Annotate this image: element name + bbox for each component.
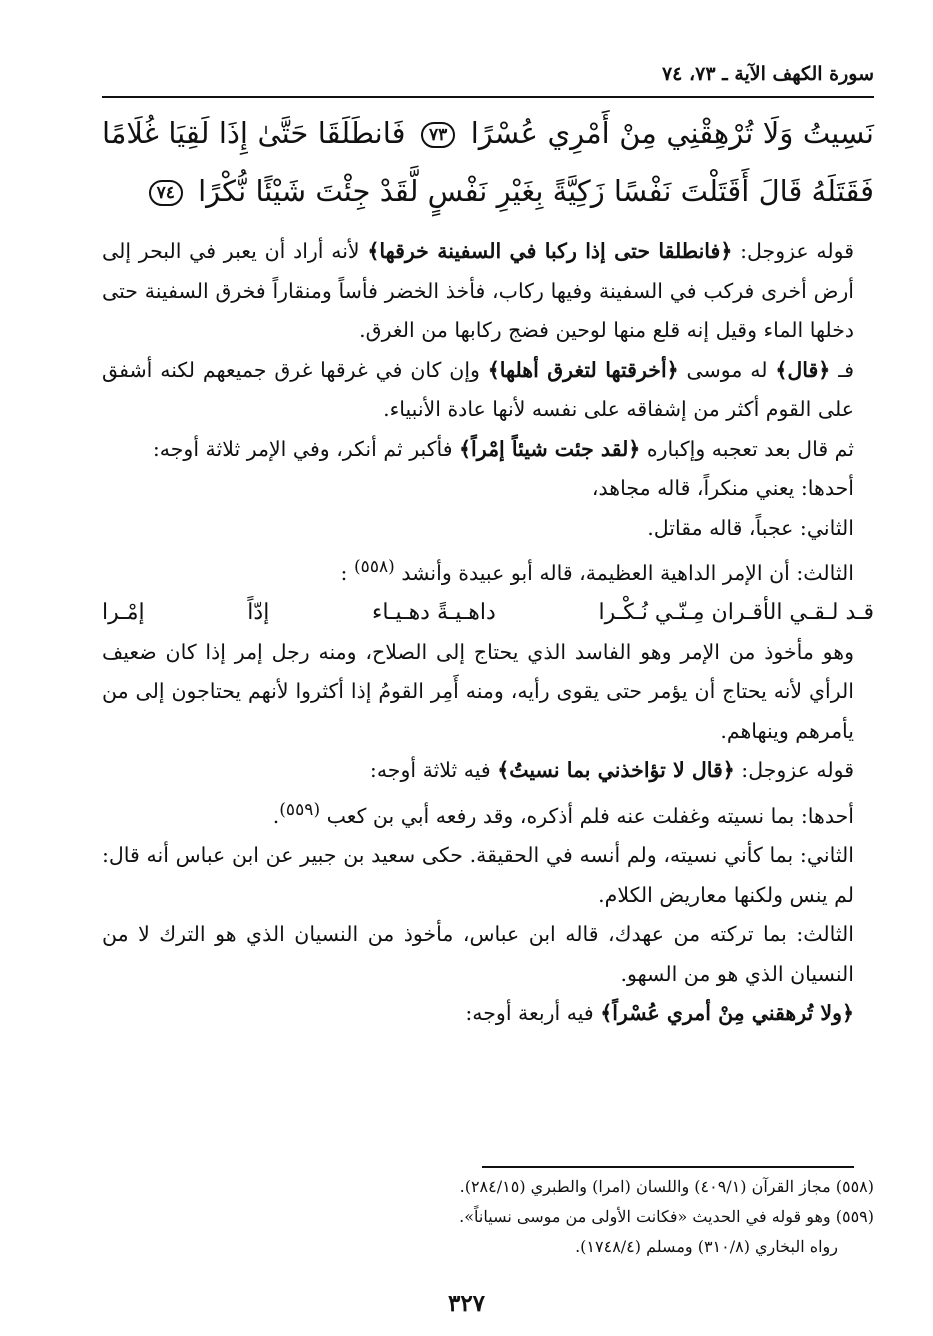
- paragraph-2-text: وإن كان في غرقها غرق جميعهم لكنه أشفق على القوم أكثر من إشفاقه على نفسه لأنها عادة الأنبياء.: [102, 357, 854, 421]
- meaning-3-text: الثالث: أن الإمر الداهية العظيمة، قاله أبو عبيدة وأنشد: [401, 560, 854, 585]
- paragraph-4: وهو مأخوذ من الإمر وهو الفاسد الذي يحتاج إلى الصلاح، ومنه رجل إمر إذا كان ضعيف الرأي لأنه يحتاج أن يؤمر حتى يقوى رأيه، ومنه أَمِر القومُ إذا أكثروا لأنهم يحتاجون إلى من يأمرهم وينهاهم.: [102, 639, 854, 743]
- paragraph-1-text: لأنه أراد أن يعبر في البحر إلى أرض أخرى فركب في السفينة وفيها ركاب، فأخذ الخضر فأساً ومنقاراً فخرق السفينة حتى دخلها الماء وقيل إنه قلع منها لوحين فضج ركابها من الغرق.: [102, 239, 854, 342]
- meaning-1: أحدها: يعني منكراً، قاله مجاهد،: [591, 476, 854, 500]
- aspect-2: الثاني: بما كأني نسيته، ولم أنسه في الحقيقة. حكى سعيد بن جبير عن ابن عباس أنه قال: لم ينس ولكنها معاريض الكلام.: [102, 843, 854, 907]
- paragraph-5: [102, 751, 874, 791]
- quran-quote: ﴿لقد جئت شيئاً إمْراً﴾: [459, 436, 641, 461]
- quran-quote: ﴿ولا تُرهقني مِنْ أمري عُسْراً﴾: [600, 1001, 854, 1026]
- quran-quote: ﴿قال لا تؤاخذني بما نسيتُ﴾: [497, 758, 735, 783]
- aspect-1-text: أحدها: بما نسيته وغفلت عنه فلم أذكره، وقد رفعه أبي بن كعب: [326, 803, 854, 828]
- quran-quote: ﴿فانطلقا حتى إذا ركبا في السفينة خرقها﴾: [367, 239, 733, 263]
- poem-verse: [102, 593, 874, 633]
- footnote-ref-558: (٥٥٨): [353, 557, 395, 577]
- meaning-3-end: :: [340, 560, 348, 585]
- meaning-3: [102, 548, 874, 593]
- paragraph-3: [102, 430, 874, 470]
- footnote-558: (٥٥٨) مجاز القرآن (٤٠٩/١) واللسان (امرا) والطبري (٢٨٤/١٥).: [459, 1177, 874, 1196]
- ayah-number-74: ٧٤: [149, 180, 183, 206]
- paragraph-3-lead: ثم قال بعد تعجبه وإكباره: [640, 436, 854, 461]
- page-number: ٣٢٧: [447, 1290, 486, 1317]
- quran-quote: ﴿قال﴾: [775, 357, 831, 382]
- meaning-2: الثاني: عجباً، قاله مقاتل.: [647, 515, 854, 540]
- poem-hemistich-1: قـد لـقـي الأقـران مِـنّـي نُـكْـرا: [598, 600, 874, 626]
- paragraph-1: [102, 232, 874, 351]
- paragraph-2-text: له موسى: [678, 357, 776, 382]
- aspect-3: الثالث: بما تركته من عهدك، قاله ابن عباس، مأخوذ من النسيان الذي هو الترك لا من النسيان الذي هو من السهو.: [102, 922, 854, 986]
- ayah-number-73: ٧٣: [421, 122, 455, 148]
- poem-hemistich-2a: داهـيـةً دهـيـاء: [372, 600, 496, 626]
- aspect-1: [102, 791, 874, 836]
- paragraph-3-text: فأكبر ثم أنكر، وفي الإمر ثلاثة أوجه:: [152, 436, 460, 461]
- paragraph-5-text: فيه ثلاثة أوجه:: [369, 758, 498, 783]
- paragraph-5-lead: قوله عزوجل:: [734, 758, 854, 783]
- commentary-body: [102, 232, 874, 1034]
- poem-hemistich-2b: إدّاً: [247, 600, 270, 626]
- footnote-559-cont: رواه البخاري (٣١٠/٨) ومسلم (١٧٤٨/٤).: [575, 1237, 838, 1256]
- verse-text-73: نَسِيتُ وَلَا تُرْهِقْنِي مِنْ أَمْرِي عُسْرًا: [470, 116, 874, 150]
- footnote-divider: [482, 1166, 854, 1168]
- quran-quote: ﴿أخرقتها لتغرق أهلها﴾: [487, 357, 679, 382]
- poem-hemistich-2c: إمْـرا: [102, 600, 145, 626]
- footnote-559: (٥٥٩) وهو قوله في الحديث «فكانت الأولى من موسى نسياناً».: [459, 1207, 874, 1226]
- running-header: سورة الكهف الآية ـ ٧٣، ٧٤: [661, 63, 874, 85]
- paragraph-6-text: فيه أربعة أوجه:: [465, 1001, 601, 1026]
- paragraph-1-lead: قوله عزوجل:: [732, 239, 854, 263]
- aspect-1-end: .: [272, 803, 280, 828]
- paragraph-2: [102, 351, 874, 430]
- header-divider: [102, 96, 874, 98]
- quran-verse-block: [102, 104, 874, 220]
- footnotes: [102, 1172, 874, 1262]
- paragraph-6: [102, 994, 874, 1034]
- paragraph-2-lead: فـ: [830, 357, 855, 382]
- footnote-ref-559: (٥٥٩): [279, 799, 321, 820]
- verse-text-74: فَانطَلَقَا حَتَّىٰ إِذَا لَقِيَا غُلَامًا فَقَتَلَهُ قَالَ أَقَتَلْتَ نَفْسًا زَكِيَّةً بِغَيْرِ نَفْسٍ لَّقَدْ جِئْتَ شَيْئًا نُّكْرًا: [102, 116, 874, 208]
